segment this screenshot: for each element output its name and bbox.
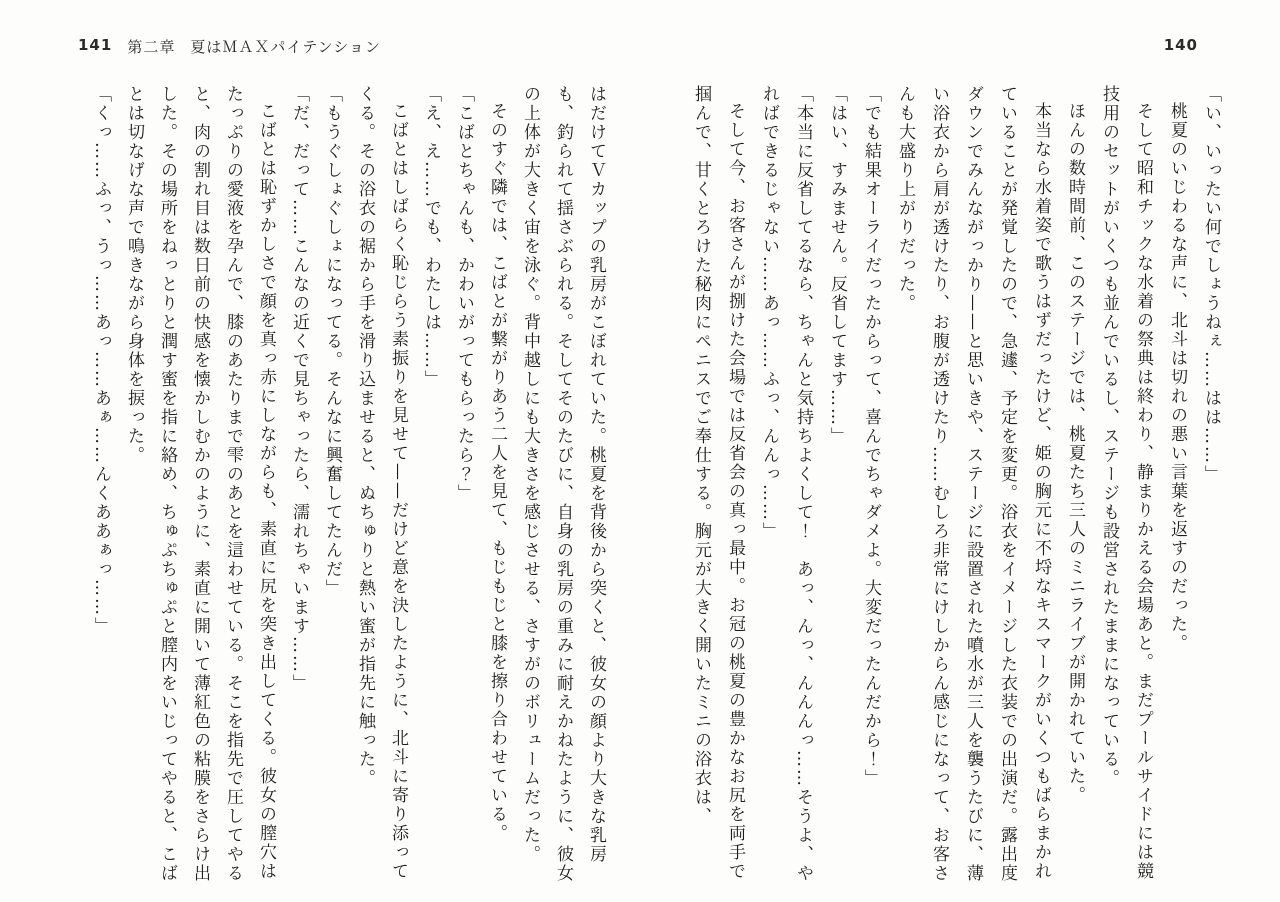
paragraph: 桃夏のいじわるな声に、北斗は切れの悪い言葉を返すのだった。 [1167,102,1187,653]
paragraph: こばとは恥ずかしさで顔を真っ赤にしながらも、素直に尻を突き出してくる。彼女の膣穴はたっぷりの愛液を孕んで、膝のあたりまで雫のあとを這わせている。そこを指先で圧してやると、肉の割れ目は数日前の快感を懐かしむかのように、素直に開いて薄紅色の粘膜をさらけ出した。その場所をねっとりと潤す蜜を指に絡め、ちゅぷちゅぷと膣内をいじってやると、こばとは切なげな声で鳴きながら身体を捩った。 [124,85,276,883]
chapter-label: 第二章 [127,38,176,56]
paragraph: そのすぐ隣では、こばとが繋がりあう二人を見て、もじもじと膝を擦り合わせている。 [487,102,507,843]
body-text-right [684,85,1228,885]
paragraph: はだけてＶカップの乳房がこぼれていた。桃夏を背後から突くと、彼女の顔より大きな乳房も、釣られて揺さぶられる。そしてそのたびに、自身の乳房の重みに耐えかねたように、彼女の上体が大きく宙を泳ぐ。背中越しにも大きさを感じさせる、さすがのボリュームだった。 [520,85,606,883]
paragraph: 「はい、すみません。反省してます……」 [827,85,847,446]
paragraph: こばとはしばらく恥じらう素振りを見せて——だけど意を決したように、北斗に寄り添ってくる。その浴衣の裾から手を滑り込ませると、ぬちゅりと熱い蜜が指先に触った。 [355,85,408,881]
page-number-left: 141 [78,36,113,54]
paragraph: 「本当に反省してるなら、ちゃんと気持ちよくして！ あっ、んっ、んんんっ……そうよ、やればできるじゃない……あっ……ふっ、んんっ……」 [759,85,813,883]
paragraph: ほんの数時間前、このステージでは、桃夏たち三人のミニライブが開かれていた。 [1065,102,1085,805]
page-header-left [78,36,381,57]
page-number-right: 140 [1163,36,1198,54]
page-140 [640,0,1280,902]
paragraph: そして昭和チックな水着の祭典は終わり、静まりかえる会場あと。まだプールサイドには競技用のセットがいくつも並んでいるし、ステージも設営されたままになっている。 [1099,85,1153,881]
paragraph: 「え、え……でも、わたしは……」 [421,85,441,389]
page-header-right [1164,36,1198,54]
paragraph: 「い、いったい何でしょうねぇ……はは……」 [1201,85,1221,484]
paragraph: 「だ、だって……こんなの近くで見ちゃったら、濡れちゃいます……」 [289,85,309,693]
paragraph: 「もうぐしょぐしょになってる。そんなに興奮してたんだ」 [322,85,342,598]
paragraph: 本当なら水着姿で歌うはずだったけど、姫の胸元に不埒なキスマークがいくつもばらまかれていることが発覚したので、急遽、予定を変更。浴衣をイメージした衣装での出演だ。露出度ダウンでみんながっかり——と思いきや、ステージに設置された噴水が三人を襲うたびに、薄い浴衣から肩が透けたり、お腹が透けたり……むしろ非常にけしからん感じになって、お客さんも大盛り上がりだった。 [895,85,1051,883]
body-text-left [51,85,612,885]
paragraph: 「こばとちゃんも、かわいがってもらったら？」 [454,85,474,503]
paragraph: 「くっ……ふっ、うっ……あっ……あぁ……んくああぁっ……」 [91,85,111,636]
paragraph: 「でも結果オーライだったからって、喜んでちゃダメよ。大変だったんだから！」 [861,85,881,788]
chapter-title: 夏はＭＡＸパイテンション [190,38,381,56]
paragraph: そして今、お客さんが捌けた会場では反省会の真っ最中。お冠の桃夏の豊かなお尻を両手で掴んで、甘くとろけた秘肉にペニスでご奉仕する。胸元が大きく開いたミニの浴衣は、 [691,85,745,881]
